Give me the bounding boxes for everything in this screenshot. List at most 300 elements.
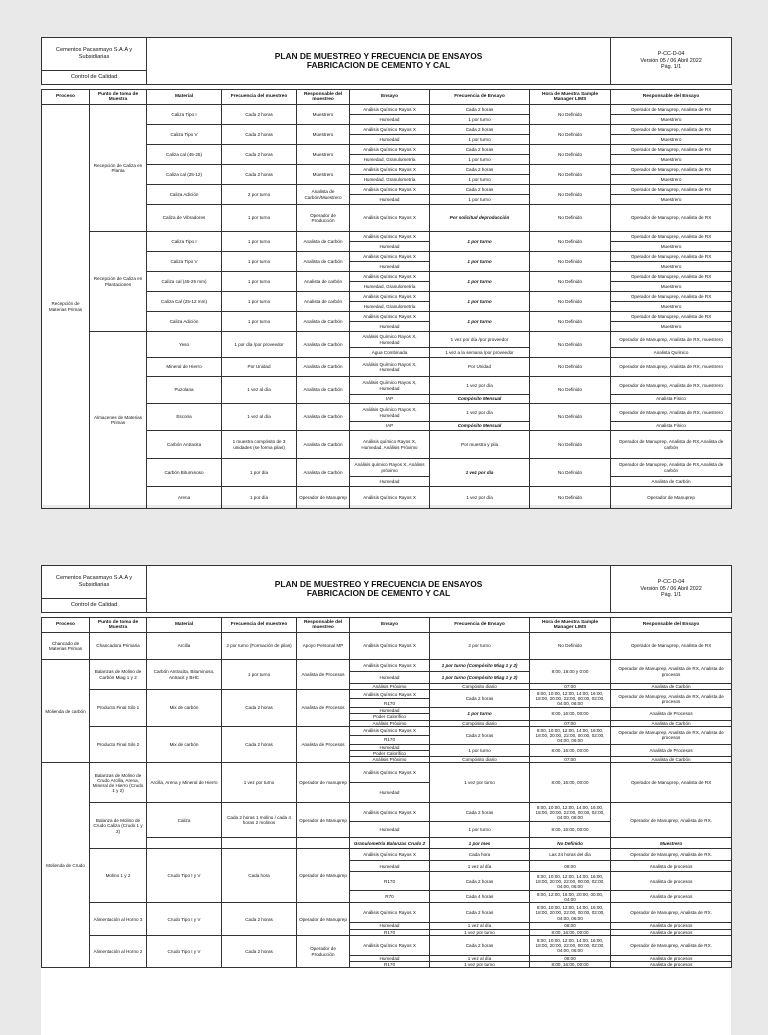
material-cell: Mix de carbón [147,726,222,763]
frecuencia-ensayo-cell: Compósito diario [430,720,530,726]
hora-cell: 8:00, 16:00, 00:00 [530,763,611,803]
frecuencia-cell: 1 por turno [222,272,297,292]
hora-cell: 08:00 [530,861,611,872]
ensayo-cell: IAP [350,395,430,404]
responsable-ensayo-cell: Muestrero [611,262,732,272]
ensayo-cell: Análisis Químico Rayos X [350,690,430,699]
responsable-cell: Analista de Carbón [297,232,350,252]
punto-cell: Recepción de Caliza en Plantaciones [90,232,147,332]
frecuencia-cell: Cada 2 horas [222,903,297,935]
material-cell: Caliza [147,803,222,838]
ensayo-cell: R170 [350,872,430,891]
ensayo-cell: Humedad [350,708,430,714]
responsable-cell: Analista de Procesos [297,726,350,763]
col-ensayo: Ensayo [350,618,430,633]
material-cell: Carbón Bituminoso [147,459,222,487]
punto-cell: Alimentación al Horno 2 [90,935,147,967]
responsable-ensayo-cell: Analista de procesos [611,923,732,929]
responsable-ensayo-cell: Operador de Manuprep, Analista de RX [611,145,732,155]
ensayo-cell: Humedad [350,923,430,929]
responsable-cell: Analista de Carbón [297,431,350,459]
hora-cell: 08:00 [530,923,611,929]
document-code: P-CC-D-04 [657,51,685,58]
ensayo-cell: Humedad [350,115,430,125]
ensayo-cell: IAP [350,422,430,431]
document-title [147,566,611,613]
responsable-ensayo-cell: Analista de procesos [611,955,732,961]
material-cell: Carbón Antracita, Bituminoso, Antracit y BHC [147,660,222,690]
hora-cell: 8:00, 10:00, 12:00, 14:00, 16:00, 18:00, 20:00, 22:00, 00:00, 02:00, 04:00, 06:00 [530,803,611,822]
punto-cell: Balanza de Molino de Crudo Caliza (Crudo 1 y 2) [90,803,147,849]
frecuencia-ensayo-cell: Cada 2 horas [430,105,530,115]
frecuencia-ensayo-cell: Cada 2 horas [430,690,530,708]
frecuencia-ensayo-cell: Cada 2 horas [430,872,530,891]
responsable-cell: Muestrero [297,145,350,165]
punto-cell: Balanzas de Molino de Crudo Arcilla, Arena, Mineral de Hierro (Crudo 1 y 2) [90,763,147,803]
frecuencia-cell: 1 por turno [222,232,297,252]
col-responsable-ensayo: Responsable del Ensayo [611,618,732,633]
frecuencia-ensayo-cell: Cada 2 horas [430,903,530,923]
ensayo-cell: Análisis Químico Rayos X [350,935,430,955]
frecuencia-ensayo-cell: 1 por turno [430,252,530,272]
responsable-ensayo-cell: Muestrero [611,242,732,252]
hora-cell: Las 24 horas del día [530,849,611,861]
ensayo-cell: Análisis Químico Rayos X, Humedad [350,358,430,377]
responsable-cell: Analista de Procesos [297,660,350,690]
title-line-1: PLAN DE MUESTREO Y FRECUENCIA DE ENSAYOS [274,50,483,61]
responsable-ensayo-cell: Analista de procesos [611,861,732,872]
frecuencia-cell: Cada 2 horas [222,105,297,125]
ensayo-cell: Poder Calorífico [350,714,430,720]
hora-cell: No Definido [530,125,611,145]
frecuencia-ensayo-cell: Compósito diario [430,757,530,763]
ensayo-cell: Análisis Químico Rayos X [350,105,430,115]
hora-cell: 8:00, 10:00, 12:00, 14:00, 16:00, 18:00, 20:00, 22:00, 00:00, 02:00, 04:00, 06:00 [530,726,611,744]
frecuencia-ensayo-cell: Cada 2 horas [430,726,530,744]
col-material: Material [147,618,222,633]
responsable-ensayo-cell: Operador de Manuprep, Analista de RX, Analista de procesos [611,726,732,744]
ensayo-cell: Humedad, Granulometría [350,302,430,312]
title-line-2: FABRICACION DE CEMENTO Y CAL [306,60,451,70]
responsable-ensayo-cell: Operador de Manuprep, Analista de RX. [611,903,732,923]
material-cell: Crudo Tipo I y V [147,849,222,903]
responsable-cell: Analista de carbón [297,292,350,312]
material-cell: Puzolana [147,377,222,404]
frecuencia-cell: 2 por turno [222,185,297,205]
responsable-ensayo-cell: Operador de Manuprep, Analista de RX [611,252,732,262]
responsable-ensayo-cell: Operador de Manuprep, Analista de RX [611,312,732,322]
col-frecuencia-muestreo: Frecuencia del muestreo [222,90,297,105]
frecuencia-ensayo-cell: Por muestra y pila [430,431,530,459]
ensayo-cell: Análisis Químico Rayos X, Humedad [350,404,430,422]
responsable-cell: Analista de Carbón [297,312,350,332]
responsable-ensayo-cell: Analista Físico [611,395,732,404]
frecuencia-ensayo-cell: 1 vez por día [430,459,530,487]
frecuencia-ensayo-cell: 1 por turno [430,292,530,312]
responsable-cell: Operador de Manuprep [297,849,350,903]
material-cell: Carbón Antracita [147,431,222,459]
ensayo-cell: Análisis Químico Rayos X [350,205,430,232]
material-cell: Caliza cal (45-25) [147,145,222,165]
responsable-ensayo-cell: Operador de Manuprep, Analista de RX, muestrero [611,404,732,422]
table-row [42,849,732,861]
ensayo-cell: Humedad [350,135,430,145]
hora-cell: 8:00, 16:00, 00:00 [530,962,611,968]
col-proceso: Proceso [42,618,90,633]
responsable-cell: Operador de manuprep [297,763,350,803]
ensayo-cell: R170 [350,735,430,744]
frecuencia-cell: 1 por día [222,487,297,509]
frecuencia-ensayo-cell: Cada 2 horas [430,185,530,195]
ensayo-cell: Humedad [350,783,430,803]
responsable-ensayo-cell: Analista de Carbón [611,684,732,690]
frecuencia-cell: 1 vez al día [222,377,297,404]
responsable-ensayo-cell: Analista Químico [611,348,732,358]
responsable-ensayo-cell: Operador de Manuprep, Analista de RX, muestrero [611,332,732,348]
material-cell: Escoria [147,404,222,431]
responsable-cell: Analista de Carbón [297,332,350,358]
responsable-ensayo-cell: Operador de Manuprep, Analista de RX, muestrero [611,377,732,395]
ensayo-cell: Humedad [350,322,430,332]
ensayo-cell: Humedad, Granulometría [350,175,430,185]
frecuencia-ensayo-cell: 1 vez por turno [430,962,530,968]
table-row [42,726,732,735]
hora-cell: No Definido [530,252,611,272]
ensayo-cell: R170 [350,929,430,935]
frecuencia-ensayo-cell: Compósito diario [430,684,530,690]
material-cell: Caliza cal (25-12) [147,165,222,185]
ensayo-cell: Análisis Químico Rayos X [350,763,430,783]
frecuencia-cell: 1 por turno [222,205,297,232]
frecuencia-cell: Cada 2 horas [222,935,297,967]
responsable-ensayo-cell: Analista de Carbón [611,757,732,763]
responsable-ensayo-cell: Operador de Manuprep, Analista de RX [611,185,732,195]
ensayo-cell: Humedad [350,195,430,205]
frecuencia-cell: Cada 2 horas [222,726,297,763]
ensayo-cell: Granulometría Balanzas Crudo 2 [350,838,430,849]
table-row [42,633,732,660]
responsable-cell: Muestrero [297,165,350,185]
hora-cell: No Definido [530,232,611,252]
material-cell: Crudo Tipo I y V [147,935,222,967]
ensayo-cell: Humedad [350,242,430,252]
frecuencia-ensayo-cell: Cada 2 horas [430,935,530,955]
ensayo-cell: Poder Calorífico [350,751,430,757]
ensayo-cell: Análisis Próximo [350,757,430,763]
table-row [42,935,732,955]
punto-cell: Almacenes de Materias Primas [90,332,147,509]
responsable-ensayo-cell: Muestrero [611,135,732,145]
frecuencia-cell: Cada 2 horas [222,165,297,185]
responsable-ensayo-cell: Analista de procesos [611,929,732,935]
responsable-cell: Operador de Manuprep [297,803,350,838]
frecuencia-ensayo-cell: 1 vez al día [430,955,530,961]
document-page: Pág. 1/1 [661,592,682,599]
responsable-ensayo-cell: Operador de Manuprep, Analista de RX,Analista de carbón [611,459,732,477]
frecuencia-ensayo-cell: 1 por turno [430,135,530,145]
ensayo-cell: Análisis Químico Rayos X [350,165,430,175]
material-cell: Caliza Tipo V [147,252,222,272]
responsable-ensayo-cell: Operador de Manuprep, Analista de RX [611,165,732,175]
ensayo-cell: Análisis Químico Rayos X, Humedad [350,377,430,395]
ensayo-cell: Humedad [350,861,430,872]
responsable-ensayo-cell: Muestrero [611,838,732,849]
hora-cell: No Definido [530,312,611,332]
frecuencia-cell: Cada 2 horas [222,690,297,727]
frecuencia-ensayo-cell: 1 vez por día [430,377,530,395]
frecuencia-ensayo-cell: 2 por turno [430,633,530,660]
table-row [42,232,732,242]
ensayo-cell: R170 [350,962,430,968]
frecuencia-ensayo-cell: 1 por turno (Compósito Miag 1 y 2) [430,660,530,672]
responsable-cell: Muestrero [297,125,350,145]
material-cell: Caliza Adición [147,185,222,205]
material-cell: Caliza Cal (25-12 mm) [147,292,222,312]
frecuencia-ensayo-cell: 1 por turno [430,195,530,205]
hora-cell: 8:00, 16:00 y 0:00 [530,660,611,684]
ensayo-cell: Análisis químico Rayos X, Humedad, Análisis Próximo [350,431,430,459]
col-hora: Hora de Muestra Sample Manager LIMS [530,90,611,105]
hora-cell: 8:00, 16:00, 00:00 [530,929,611,935]
responsable-ensayo-cell: Analista de procesos [611,962,732,968]
department: Control de Calidad [42,599,147,613]
responsable-ensayo-cell: Operador de Manuprep, Analista de RX [611,292,732,302]
responsable-ensayo-cell: Analista Físico [611,422,732,431]
ensayo-cell: Análisis Químico Rayos X [350,487,430,509]
frecuencia-ensayo-cell: 1 por turno [430,312,530,332]
frecuencia-ensayo-cell: 1 por mes [430,838,530,849]
document-page-1 [41,37,731,505]
responsable-ensayo-cell: Operador de Manuprep, Analista de RX, muestrero [611,358,732,377]
ensayo-cell: Análisis Químico Rayos X [350,252,430,262]
column-header-row [42,90,732,105]
document-code: P-CC-D-04 [657,579,685,586]
document-page: Pág. 1/1 [661,64,682,71]
ensayo-cell: Análisis Químico Rayos X [350,145,430,155]
responsable-ensayo-cell: Muestrero [611,302,732,312]
hora-cell: No Definido [530,205,611,232]
punto-cell: Balanzas de Molino de Carbón Miag 1 y 2 [90,660,147,690]
responsable-ensayo-cell: Operador de Manuprep, Analista de RX [611,633,732,660]
col-punto: Punto de toma de Muestra [90,618,147,633]
responsable-ensayo-cell: Analista de Procesos [611,708,732,720]
col-frecuencia-muestreo: Frecuencia del muestreo [222,618,297,633]
column-header-row [42,618,732,633]
col-punto: Punto de toma de Muestra [90,90,147,105]
frecuencia-cell: Cada 2 horas 1 molino / cada 4 horas 2 molinos [222,803,297,838]
document-page-2 [41,565,731,1035]
material-cell: Arcilla [147,633,222,660]
col-responsable-muestreo: Responsable del muestreo [297,90,350,105]
responsable-ensayo-cell: Muestrero [611,155,732,165]
ensayo-cell: Humedad [350,262,430,272]
responsable-ensayo-cell: Analista de Carbón [611,477,732,487]
ensayo-cell: Humedad [350,744,430,750]
responsable-cell: Muestrero [297,105,350,125]
responsable-ensayo-cell: Analista de Procesos [611,744,732,756]
responsable-ensayo-cell: Operador de Manuprep, Analista de RX [611,763,732,803]
frecuencia-ensayo-cell: Cada hora [430,849,530,861]
ensayo-cell: Humedad [350,822,430,838]
responsable-cell: Analista de Carbón/Muestrero [297,185,350,205]
ensayo-cell: Análisis Químico Rayos X [350,660,430,672]
responsable-ensayo-cell: Operador de Manuprep [611,487,732,509]
ensayo-cell: R170 [350,699,430,708]
responsable-ensayo-cell: Analista de Carbón [611,720,732,726]
frecuencia-cell: 1 vez por turno [222,763,297,803]
responsable-ensayo-cell: Operador de Manuprep, Analista de RX. [611,803,732,838]
responsable-ensayo-cell: Operador de Manuprep, Analista de RX [611,232,732,242]
ensayo-cell: Análisis Próximo [350,720,430,726]
hora-cell: No Definido [530,145,611,165]
frecuencia-ensayo-cell: Cada 2 horas [430,165,530,175]
hora-cell: No Definido [530,358,611,377]
frecuencia-ensayo-cell: 1 por turno [430,272,530,292]
frecuencia-ensayo-cell: 1 por turno [430,155,530,165]
document-title [147,38,611,85]
responsable-ensayo-cell: Muestrero [611,282,732,292]
frecuencia-cell: 1 muestra compósito de 3 unidades (se forma pilas) [222,431,297,459]
responsable-ensayo-cell: Muestrero [611,115,732,125]
frecuencia-ensayo-cell: Por solicitud deproducción [430,205,530,232]
col-hora: Hora de Muestra Sample Manager LIMS [530,618,611,633]
responsable-cell: Apoyo Personal MP [297,633,350,660]
hora-cell: No Definido [530,487,611,509]
proceso-cell: Chancado de Materias Primas [42,633,90,660]
frecuencia-cell: 1 por día /por proveedor [222,332,297,358]
title-line-2: FABRICACION DE CEMENTO Y CAL [306,588,451,598]
material-cell: Crudo Tipo I y V [147,903,222,935]
title-line-1: PLAN DE MUESTREO Y FRECUENCIA DE ENSAYOS [274,578,483,589]
ensayo-cell: Humedad, Granulometría [350,155,430,165]
responsable-ensayo-cell: Operador de Manuprep, Analista de RX [611,125,732,135]
ensayo-cell: Humedad [350,477,430,487]
ensayo-cell: Análisis Químico Rayos X [350,726,430,735]
col-frecuencia-ensayo: Frecuencia de Ensayo [430,618,530,633]
table-row [42,763,732,783]
frecuencia-ensayo-cell: Compósito Mensual [430,395,530,404]
table-row [42,690,732,699]
ensayo-cell: R70 [350,891,430,903]
frecuencia-cell: 1 vez al día [222,404,297,431]
ensayo-cell: Análisis Químico Rayos X [350,633,430,660]
frecuencia-cell: 1 por día [222,459,297,487]
hora-cell: No Definido [530,165,611,185]
ensayo-cell: Humedad [350,955,430,961]
hora-cell: 8:00, 16:00, 00:00 [530,708,611,720]
ensayo-cell: Humedad [350,672,430,684]
responsable-cell: Analista de Procesos [297,690,350,727]
frecuencia-cell: 1 por turno [222,312,297,332]
responsable-ensayo-cell: Muestrero [611,175,732,185]
frecuencia-ensayo-cell: 1 por turno (Compósito Miag 1 y 2) [430,672,530,684]
responsable-cell: Analista de Carbón [297,252,350,272]
hora-cell: No Definido [530,272,611,292]
frecuencia-cell: Cada hora [222,849,297,903]
document-code-block [611,38,732,85]
department: Control de Calidad [42,71,147,85]
hora-cell: 07:00 [530,684,611,690]
hora-cell: No Definido [530,838,611,849]
frecuencia-ensayo-cell: 1 vez por turno [430,763,530,803]
punto-cell: Producto Final Silo 1 [90,690,147,727]
frecuencia-ensayo-cell: 1 vez por día /por proveedor [430,332,530,348]
frecuencia-ensayo-cell: Compósito Mensual [430,422,530,431]
ensayo-cell: Análisis Químico Rayos X [350,903,430,923]
material-cell: Caliza cal (45-25 mm) [147,272,222,292]
responsable-ensayo-cell: Operador de Manuprep, Analista de RX, Analista de procesos [611,690,732,708]
material-cell: Yeso [147,332,222,358]
sampling-plan-table [41,37,732,509]
responsable-cell: Analista de carbón [297,272,350,292]
hora-cell: 08:00 [530,955,611,961]
responsable-ensayo-cell: Analista de procesos [611,872,732,891]
hora-cell: No Definido [530,377,611,404]
material-cell: Caliza de Vibradores [147,205,222,232]
responsable-ensayo-cell: Operador de Manuprep, Analista de RX, Analista de procesos [611,660,732,684]
document-version: Versión 05 / 06 Abril 2022 [640,585,702,592]
proceso-cell: Recepción de Materias Primas [42,105,90,509]
ensayo-cell: Análisis Próximo [350,684,430,690]
material-cell: Arena [147,487,222,509]
hora-cell: No Definido [530,633,611,660]
frecuencia-cell: 2 por turno (Formación de pilas) [222,633,297,660]
frecuencia-ensayo-cell: 1 vez a la semana /por proveedor [430,348,530,358]
hora-cell: No Definido [530,292,611,312]
frecuencia-cell: 1 por turno [222,660,297,690]
hora-cell: 07:00 [530,720,611,726]
responsable-ensayo-cell: Muestrero [611,195,732,205]
frecuencia-ensayo-cell: 1 vez al día [430,861,530,872]
table-row [42,105,732,115]
col-proceso: Proceso [42,90,90,105]
frecuencia-ensayo-cell: Cada 2 horas [430,125,530,135]
hora-cell: No Definido [530,404,611,431]
frecuencia-ensayo-cell: 1 por turno [430,232,530,252]
company-name: Cementos Pacasmayo S.A.A y Subsidiarias [42,38,147,71]
frecuencia-ensayo-cell: 1 por turno [430,708,530,720]
material-cell: Mineral de Hierro [147,358,222,377]
hora-cell: No Definido [530,459,611,487]
responsable-cell: Analista de Carbón [297,459,350,487]
frecuencia-ensayo-cell: 1 vez por día [430,404,530,422]
hora-cell: 07:00 [530,757,611,763]
ensayo-cell: Análisis Químico Rayos X [350,272,430,282]
hora-cell: No Definido [530,105,611,125]
responsable-ensayo-cell: Operador de Manuprep, Analista de RX [611,205,732,232]
ensayo-cell: Humedad, Granulometría [350,282,430,292]
frecuencia-ensayo-cell: Por Unidad [430,358,530,377]
hora-cell: No Definido [530,185,611,205]
table-row [42,660,732,672]
table-row [42,332,732,348]
sampling-plan-table [41,565,732,968]
responsable-cell: Analista de Carbón [297,377,350,404]
frecuencia-cell: Cada 2 horas [222,125,297,145]
responsable-cell: Operador de Manuprep [297,903,350,935]
ensayo-cell: Análisis Químico Rayos X [350,849,430,861]
responsable-cell: Analista de Carbón [297,404,350,431]
frecuencia-ensayo-cell: Cada 4 horas [430,891,530,903]
responsable-cell: Operador de Manuprep [297,487,350,509]
hora-cell: 8:00, 10:00, 12:00, 14:00, 16:00, 18:00, 20:00, 22:00, 00:00, 02:00, 04:00, 06:00 [530,935,611,955]
proceso-cell: Molienda de Crudo [42,763,90,968]
proceso-cell: Molienda de carbón [42,660,90,763]
hora-cell: No Definido [530,431,611,459]
hora-cell: 8:00, 16:00, 00:00 [530,744,611,756]
material-cell: Arcilla, Arena y Mineral de Hierro [147,763,222,803]
hora-cell: 8:00, 10:00, 12:00, 14:00, 16:00, 18:00, 20:00, 22:00, 00:00, 02:00, 04:00, 06:00 [530,903,611,923]
